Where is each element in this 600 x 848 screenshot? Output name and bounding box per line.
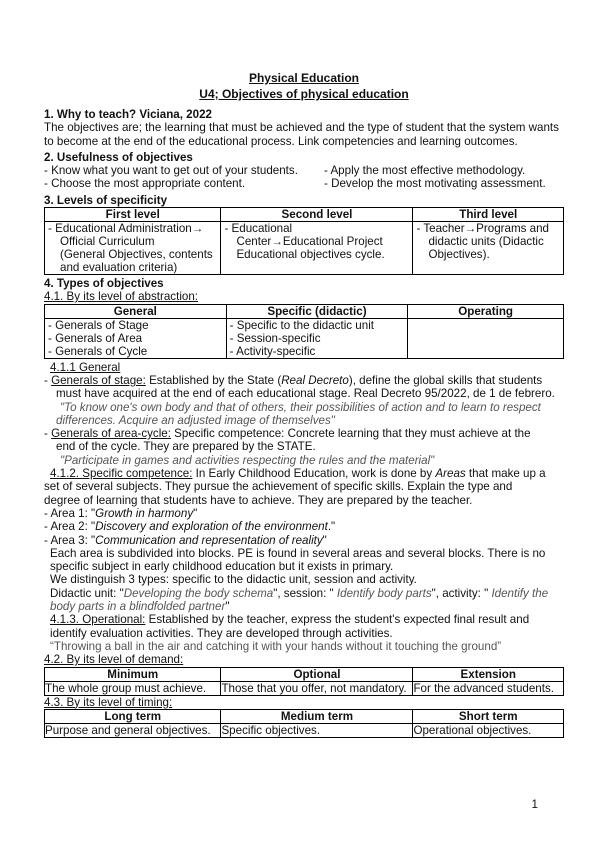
page-number: 1 [531, 798, 538, 811]
text: - Area 3: " [44, 533, 96, 547]
operational-label: 4.1.3. Operational: [50, 613, 146, 627]
text-line: must have acquired at the end of each educational stage. Real Decreto 95/2022, de 1 de febrero. [56, 387, 555, 401]
cell-line: - Generals of Cycle [48, 344, 148, 358]
table-header: Third level [413, 208, 564, 222]
section-1-body: The objectives are; the learning that must be achieved and the type of student that the system wants to become at the end of the educational process. Link competencies and learning outcomes. [44, 121, 559, 148]
text: Areas [435, 467, 466, 481]
area-1-line [44, 507, 564, 520]
cell-line: - Session-specific [229, 331, 321, 345]
table-cell: Operational objectives. [413, 723, 564, 737]
text: Didactic unit: " [50, 586, 124, 600]
section-3-heading: 3. Levels of specificity [44, 193, 168, 207]
table-cell: Those that you offer, not mandatory. [221, 681, 413, 695]
table-cell: Purpose and general objectives. [45, 723, 221, 737]
cell-line: Objectives). [428, 248, 490, 262]
text: ", session: " [273, 586, 334, 600]
table-row [45, 681, 564, 695]
text: Growth in harmony [95, 506, 194, 520]
table-header: First level [45, 208, 221, 222]
text: body parts in a blindfolded partner [50, 600, 226, 614]
cell-line: and evaluation criteria) [60, 261, 178, 275]
area-cycle-paragraph: - Generals of area-cycle: Specific competence: Concrete learning that they must achieve at the [44, 427, 531, 441]
table-row [45, 222, 564, 275]
text: Developing the body schema [123, 586, 274, 600]
text: Discovery and exploration of the environment [95, 520, 328, 534]
text: ), define the global skills that students [348, 373, 543, 387]
table-header: Second level [221, 208, 413, 222]
cell-line: Official Curriculum [60, 235, 155, 249]
specificity-table [44, 207, 564, 275]
text: - Area 2: " [44, 520, 96, 534]
area-2-line [44, 520, 564, 533]
text: " [193, 506, 198, 520]
table-row [45, 318, 564, 358]
text-line: end of the cycle. They are prepared by the STATE. [56, 440, 316, 454]
abstraction-table [44, 304, 564, 359]
quote-line: "Participate in games and activities respecting the rules and the material" [60, 453, 435, 467]
quote-line: “Throwing a ball in the air and catching it with your hands without it touching the ground” [50, 639, 502, 653]
text: " [225, 600, 230, 614]
subsection-4-3-heading: 4.3. By its level of timing: [44, 695, 173, 709]
section-4-heading: 4. Types of objectives [44, 277, 164, 291]
text-line: Each area is subdivided into blocks. PE is found in several areas and several blocks. There is no [50, 546, 546, 560]
cell-line: - Specific to the didactic unit [229, 318, 374, 332]
text: - Area 1: " [44, 506, 96, 520]
table-row [45, 723, 564, 737]
subsection-4-1-heading: 4.1. By its level of abstraction: [44, 290, 199, 304]
quote-line: differences. Acquire an adjusted image of themselves" [56, 413, 335, 427]
empty-cell [408, 318, 564, 358]
quote-line: "To know one's own body and that of others, their possibilities of action and to learn to respect [60, 400, 541, 414]
text-line: identify evaluation activities. They are developed through activities. [50, 626, 393, 640]
document-title: Physical Education [248, 71, 360, 85]
text-line: degree of learning that students have to achieve. They are prepared by the teacher. [44, 493, 473, 507]
table-header: Long term [45, 709, 221, 723]
table-header: Specific (didactic) [226, 304, 408, 318]
document-subtitle: U4; Objectives of physical education [199, 87, 409, 101]
operational-paragraph [44, 613, 564, 626]
demand-table [44, 667, 564, 696]
cell-line: - Teacher→Programs and [416, 222, 549, 236]
text: Established by the State ( [145, 373, 282, 387]
usefulness-list [44, 164, 564, 191]
didactic-examples-line [44, 587, 564, 600]
cell-line: - Activity-specific [229, 344, 316, 358]
text: " [322, 533, 327, 547]
text: Specific competence: Concrete learning that they must achieve at the [170, 427, 531, 441]
cell-line: didactic units (Didactic [428, 235, 544, 249]
table-cell: For the advanced students. [413, 681, 564, 695]
table-header: Short term [413, 709, 564, 723]
usefulness-item: - Choose the most appropriate content. [44, 177, 246, 191]
table-header: Minimum [45, 667, 221, 681]
cell-line: Educational objectives cycle. [236, 248, 385, 262]
text: Identify the [488, 586, 549, 600]
cell-line: (General Objectives, contents [60, 248, 213, 262]
didactic-examples-line-2 [44, 600, 564, 613]
table-header: General [45, 304, 227, 318]
table-header: Operating [408, 304, 564, 318]
text-line: set of several subjects. They pursue the achievement of specific skills. Explain the type and [44, 480, 513, 494]
usefulness-item: - Develop the most motivating assessment. [324, 177, 546, 191]
cell-line: - Generals of Stage [48, 318, 149, 332]
area-label: Generals of area-cycle: [51, 427, 171, 441]
cell-line: - Educational Administration→ [48, 222, 204, 236]
section-2-heading: 2. Usefulness of objectives [44, 150, 193, 164]
usefulness-item: - Know what you want to get out of your students. [44, 164, 298, 178]
table-cell: The whole group must achieve. [45, 681, 221, 695]
text: that make up a [465, 467, 546, 481]
text: Established by the teacher, express the student's expected final result and [145, 613, 530, 627]
text: Real Decreto [281, 373, 349, 387]
subsection-4-2-heading: 4.2. By its level of demand: [44, 653, 184, 667]
text-line: specific subject in early childhood education but it exists in primary. [50, 560, 394, 574]
cell-line: - Educational [224, 222, 293, 236]
text: ", activity: " [431, 586, 489, 600]
usefulness-item: - Apply the most effective methodology. [324, 164, 526, 178]
text: Identify body parts [333, 586, 432, 600]
text: In Early Childhood Education, work is done by [192, 467, 436, 481]
stage-paragraph: - Generals of stage: Established by the State (Real Decreto), define the global skills that students [44, 373, 543, 387]
section-1-heading: 1. Why to teach? Viciana, 2022 [44, 108, 212, 121]
document-page [44, 70, 564, 738]
cell-line: - Generals of Area [48, 331, 143, 345]
table-header: Optional [221, 667, 413, 681]
table-cell: Specific objectives. [221, 723, 413, 737]
text-line: We distinguish 3 types: specific to the didactic unit, session and activity. [50, 573, 417, 587]
general-heading: 4.1.1 General [50, 360, 121, 374]
text: Communication and representation of reality [95, 533, 323, 547]
specific-competence-paragraph [44, 467, 564, 480]
table-header: Medium term [221, 709, 413, 723]
timing-table [44, 709, 564, 738]
cell-line: Center→Educational Project [236, 235, 383, 249]
area-3-line [44, 534, 564, 547]
specific-label: 4.1.2. Specific competence: [50, 467, 193, 481]
table-header: Extension [413, 667, 564, 681]
text: ." [327, 520, 336, 534]
stage-label: Generals of stage: [51, 373, 146, 387]
